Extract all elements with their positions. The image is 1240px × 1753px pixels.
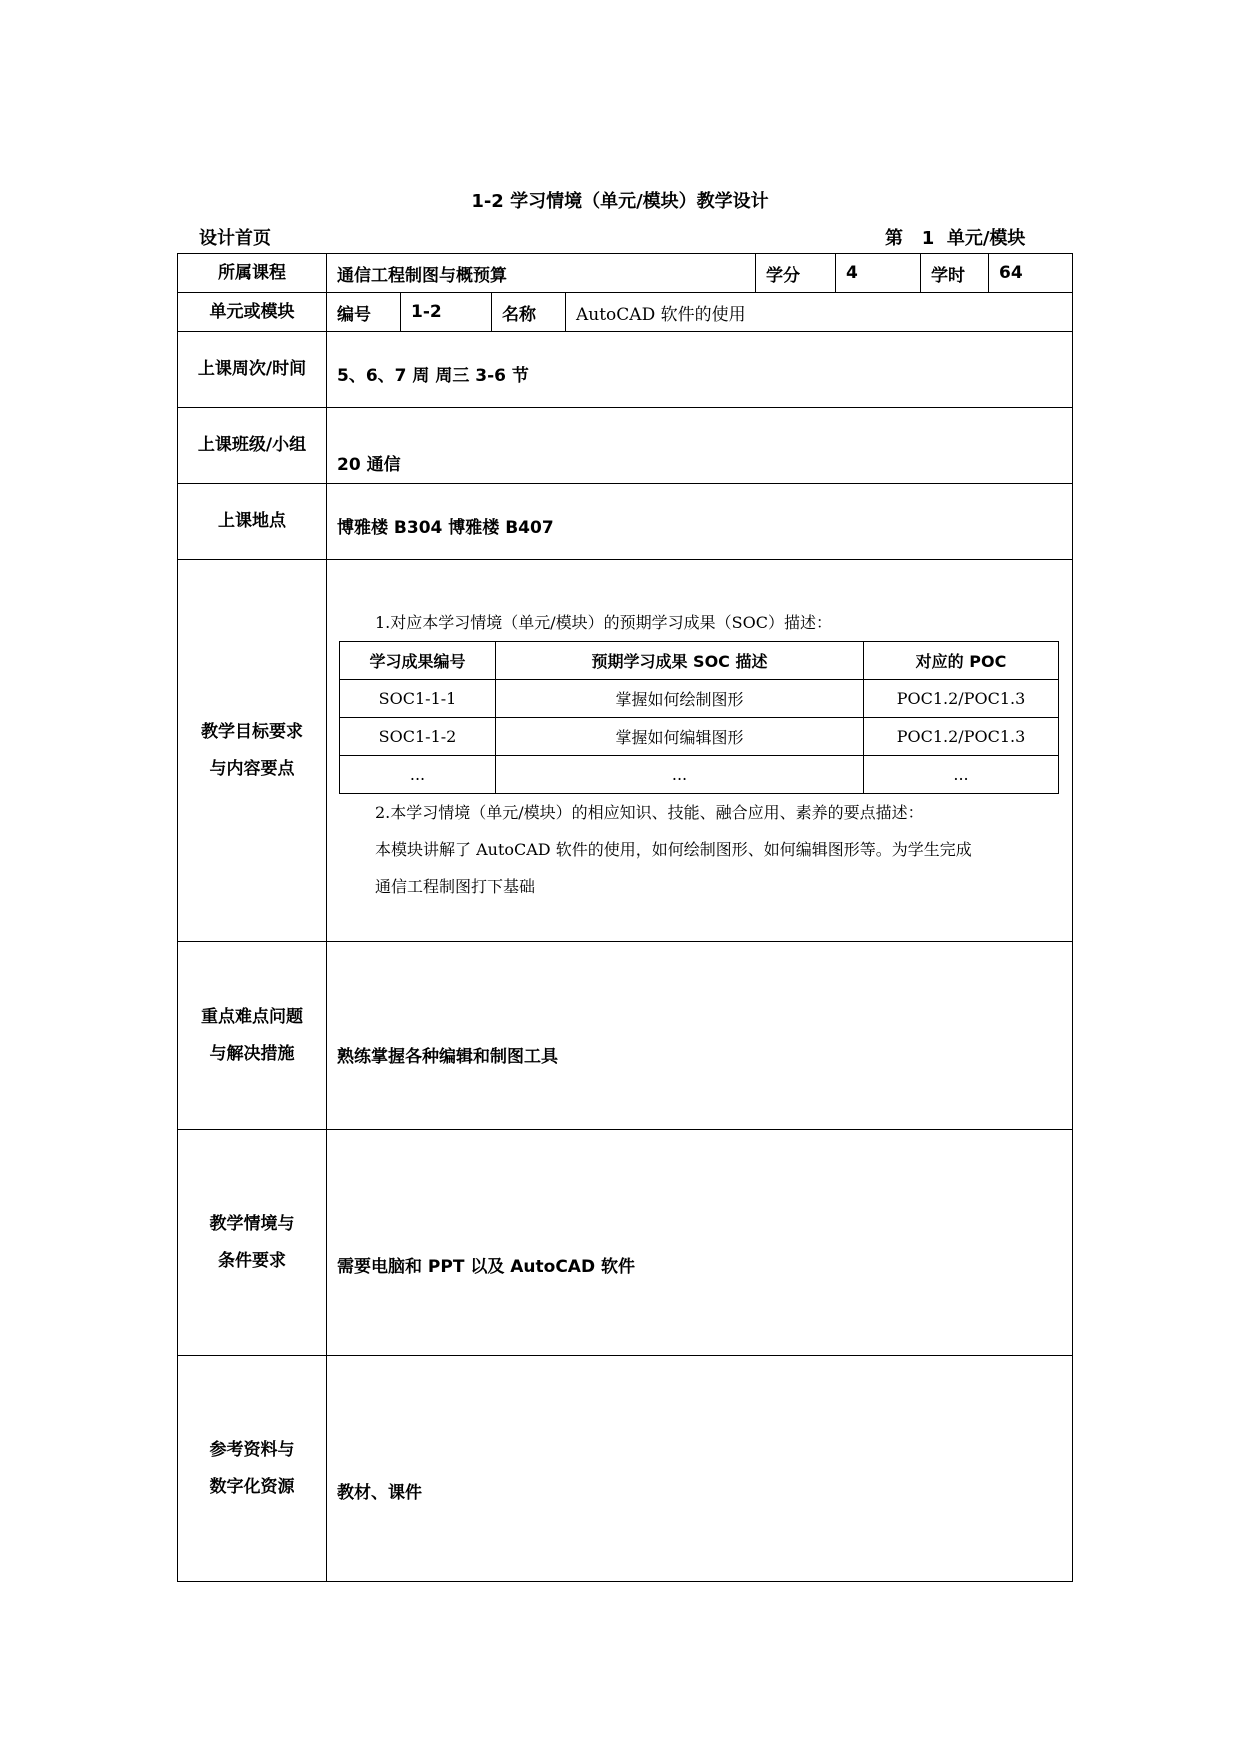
objectives-label: [178, 560, 327, 942]
course-value: 通信工程制图与概预算: [327, 254, 756, 293]
resources-label-line1: 参考资料与: [209, 1439, 295, 1460]
unit-row: [178, 293, 1073, 332]
credit-value: 4: [836, 254, 921, 293]
objectives-desc-line2: 通信工程制图打下基础: [375, 877, 536, 896]
keypoints-row: [178, 942, 1073, 1130]
soc-header-row: [340, 642, 1059, 680]
hours-value: 64: [989, 254, 1073, 293]
table-row: [340, 718, 1059, 756]
credit-label: 学分: [756, 254, 836, 293]
soc-id: ...: [340, 756, 496, 794]
resources-row: [178, 1356, 1073, 1582]
subheader-right: 第 1 单元/模块: [885, 228, 1026, 249]
soc-desc: ...: [496, 756, 864, 794]
conditions-label-line2: 条件要求: [218, 1250, 286, 1271]
objectives-desc-line1: 本模块讲解了 AutoCAD 软件的使用，如何绘制图形、如何编辑图形等。为学生完成: [375, 840, 972, 859]
schedule-value: 5、6、7 周 周三 3-6 节: [337, 366, 529, 386]
soc-poc: POC1.2/POC1.3: [864, 718, 1059, 756]
keypoints-label-line2: 与解决措施: [209, 1043, 295, 1064]
objectives-row: [178, 560, 1073, 942]
number-label: 编号: [327, 293, 401, 332]
location-row: [178, 484, 1073, 560]
soc-table: [339, 641, 1059, 794]
objectives-label-line2: 与内容要点: [209, 758, 295, 779]
objectives-intro1: 1.对应本学习情境（单元/模块）的预期学习成果（SOC）描述：: [375, 613, 832, 632]
conditions-label: [178, 1130, 327, 1356]
conditions-row: [178, 1130, 1073, 1356]
keypoints-label-line1: 重点难点问题: [201, 1006, 303, 1027]
table-row: [340, 680, 1059, 718]
course-label: 所属课程: [178, 254, 327, 293]
class-value: 20 通信: [337, 455, 401, 475]
design-table: [177, 253, 1073, 1582]
soc-header-id: 学习成果编号: [340, 642, 496, 680]
name-label: 名称: [492, 293, 566, 332]
schedule-label: 上课周次/时间: [178, 332, 327, 408]
keypoints-label: [178, 942, 327, 1130]
resources-value: 教材、课件: [337, 1483, 422, 1503]
class-label: 上课班级/小组: [178, 408, 327, 484]
conditions-value: 需要电脑和 PPT 以及 AutoCAD 软件: [337, 1257, 635, 1277]
unit-label: 单元或模块: [178, 293, 327, 332]
course-row: [178, 254, 1073, 293]
number-value: 1-2: [401, 293, 492, 332]
subheader-left: 设计首页: [199, 228, 271, 249]
table-row: [340, 756, 1059, 794]
objectives-label-line1: 教学目标要求: [201, 721, 303, 742]
soc-header-poc: 对应的 POC: [864, 642, 1059, 680]
soc-poc: POC1.2/POC1.3: [864, 680, 1059, 718]
keypoints-value: 熟练掌握各种编辑和制图工具: [337, 1047, 558, 1067]
soc-poc: ...: [864, 756, 1059, 794]
location-label: 上课地点: [178, 484, 327, 560]
soc-desc: 掌握如何绘制图形: [496, 680, 864, 718]
document-title: 1-2 学习情境（单元/模块）教学设计: [471, 191, 769, 212]
resources-label: [178, 1356, 327, 1582]
objectives-intro2: 2.本学习情境（单元/模块）的相应知识、技能、融合应用、素养的要点描述：: [375, 803, 924, 822]
resources-label-line2: 数字化资源: [209, 1476, 295, 1497]
soc-desc: 掌握如何编辑图形: [496, 718, 864, 756]
soc-id: SOC1-1-1: [340, 680, 496, 718]
class-row: [178, 408, 1073, 484]
schedule-row: [178, 332, 1073, 408]
location-value: 博雅楼 B304 博雅楼 B407: [337, 518, 554, 538]
soc-id: SOC1-1-2: [340, 718, 496, 756]
name-value: AutoCAD 软件的使用: [566, 293, 1073, 332]
hours-label: 学时: [921, 254, 989, 293]
conditions-label-line1: 教学情境与: [209, 1213, 295, 1234]
soc-header-desc: 预期学习成果 SOC 描述: [496, 642, 864, 680]
